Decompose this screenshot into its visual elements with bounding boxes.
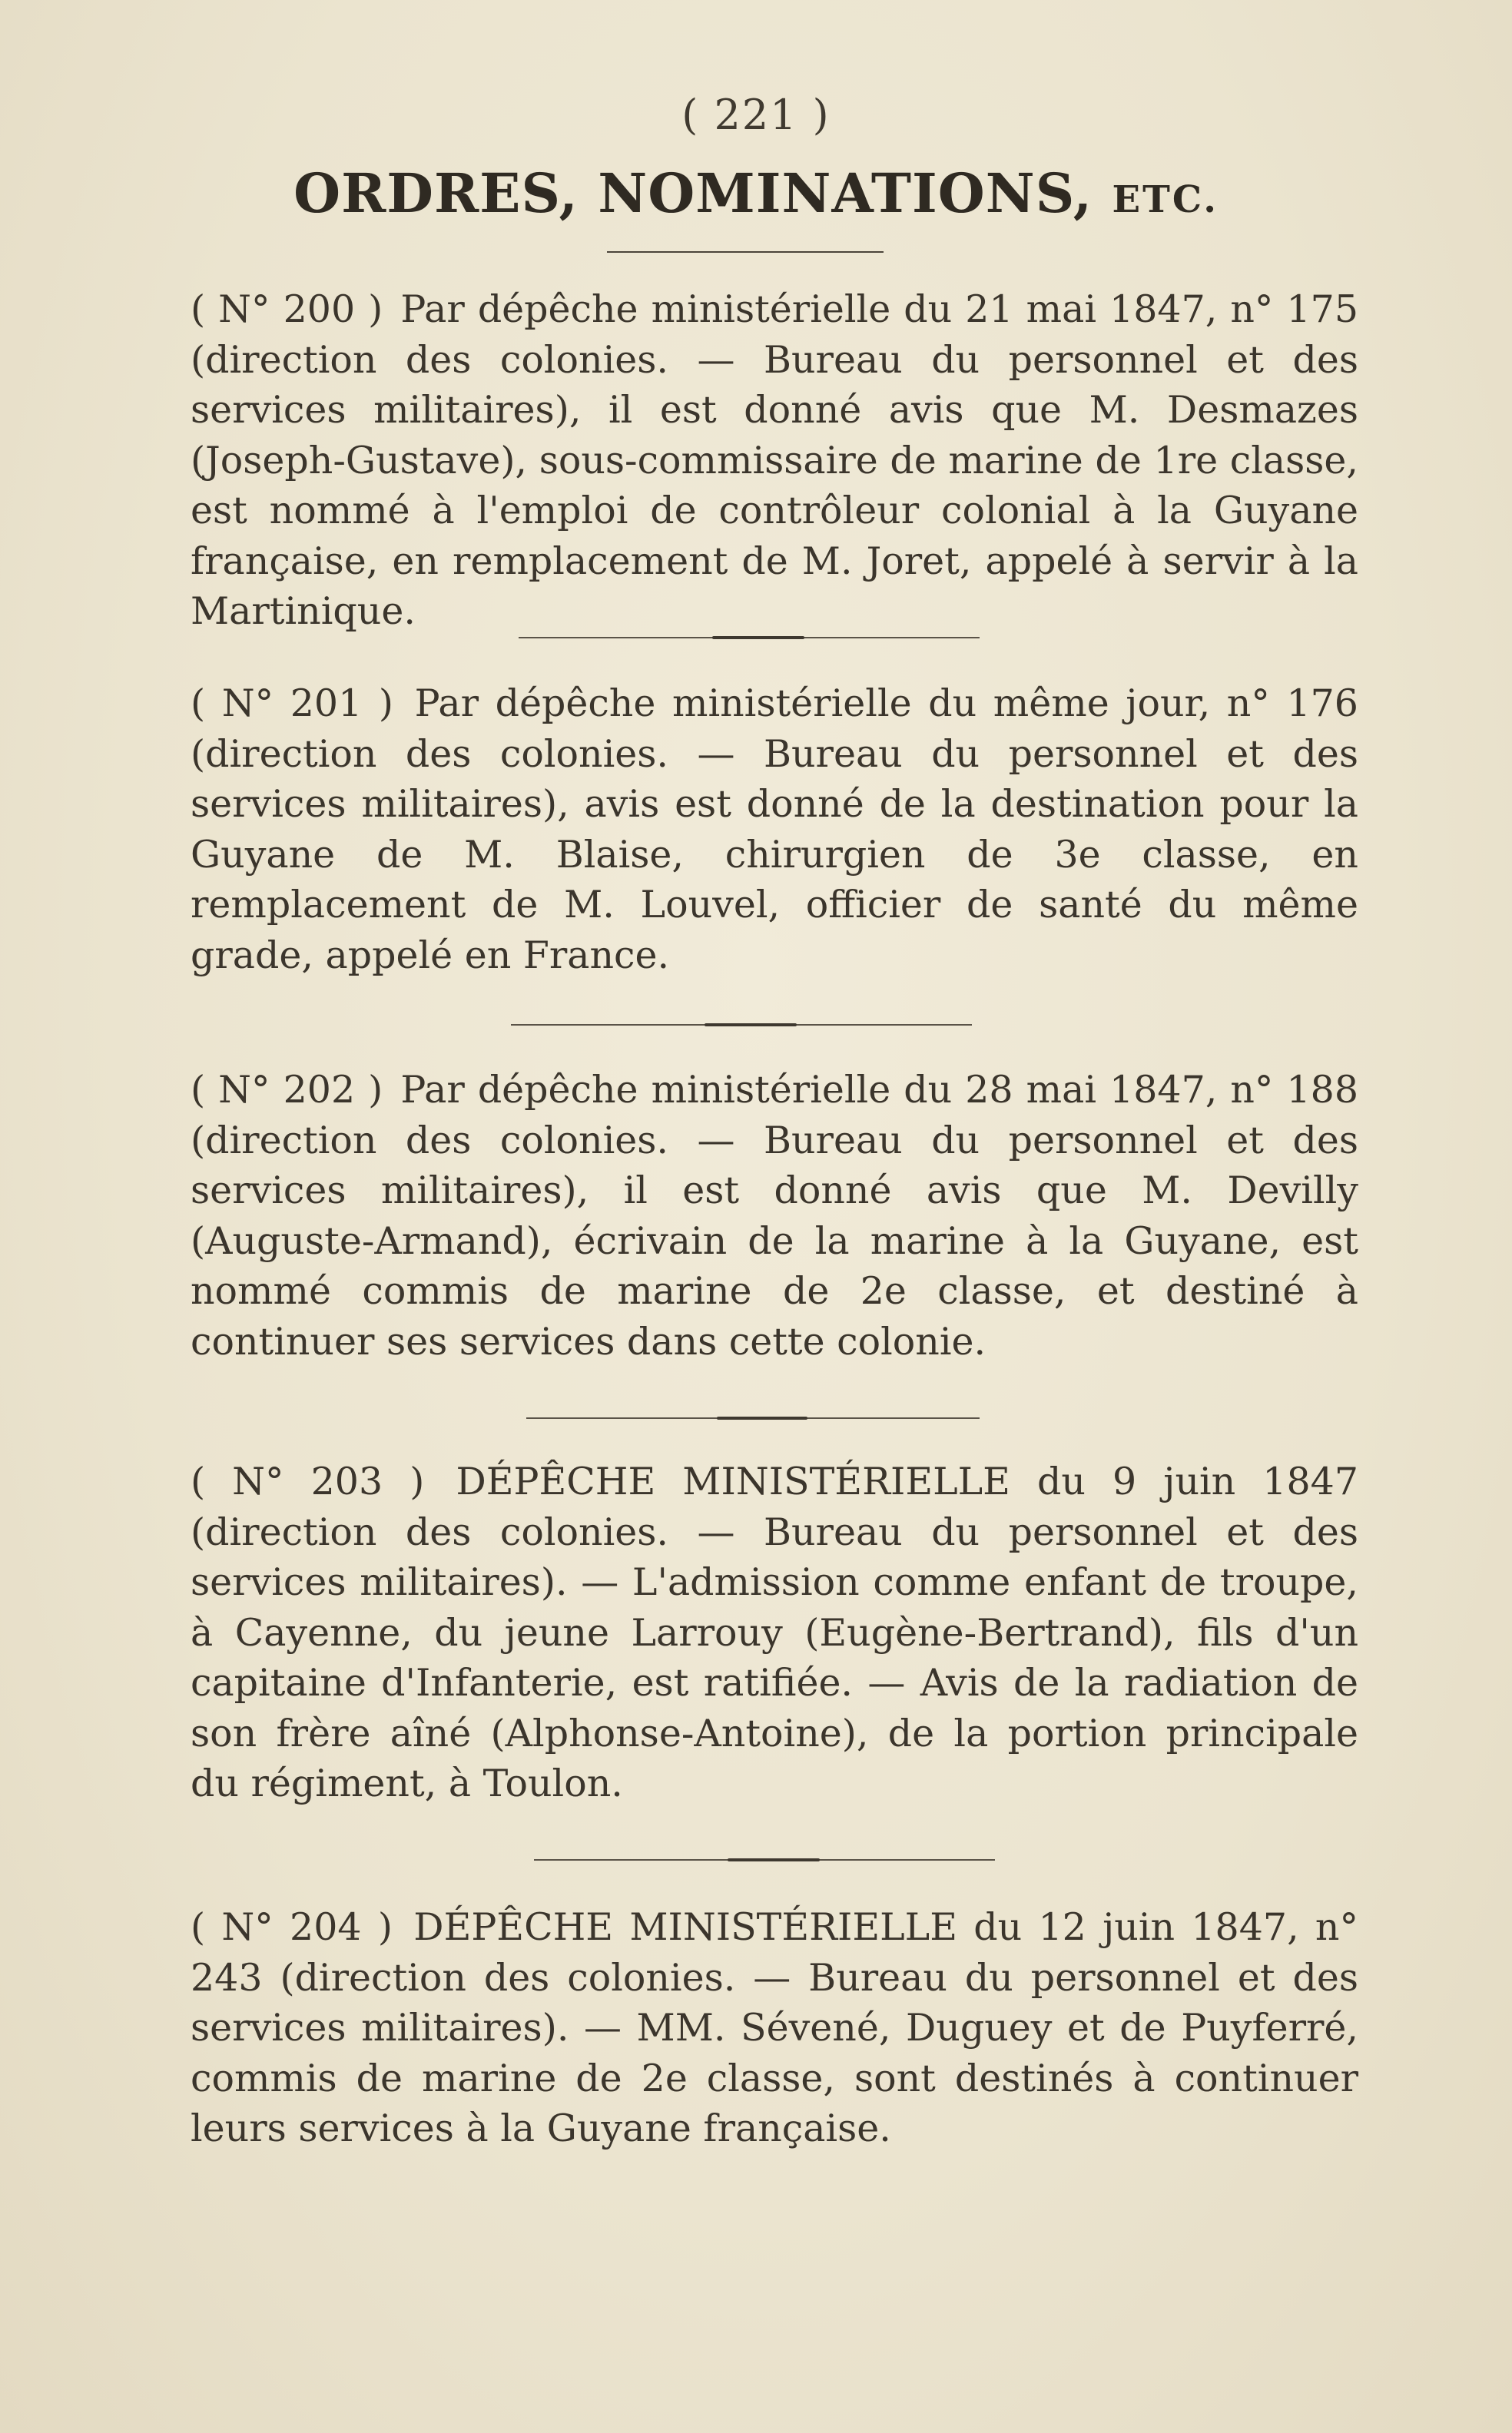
heading-etc: ETC. xyxy=(1112,178,1219,221)
separator-rule xyxy=(534,1859,995,1861)
entry-text: DÉPÊCHE MINISTÉRIELLE du 12 juin 1847, n° 243 (direction des colonies. — Bureau du personnel et des services militaires). — MM. Sévené, Duguey et de Puyferré, commis de marine de 2e classe, sont destinés à continuer leurs services à la Guyane française. xyxy=(191,1905,1358,2150)
page-number: ( 221 ) xyxy=(681,91,831,139)
entry-text: Par dépêche ministérielle du 21 mai 1847, n° 175 (direction des colonies. — Bureau du personnel et des services militaires), il est donné avis que M. Desmazes (Joseph-Gustave), sous-commissaire de marine de 1re classe, est nommé à l'emploi de contrôleur colonial à la Guyane française, en remplacement de M. Joret, appelé à servir à la Martinique. xyxy=(191,287,1359,633)
page-heading xyxy=(0,161,1512,225)
heading-main: ORDRES, NOMINATIONS, xyxy=(293,161,1093,225)
entry-202 xyxy=(191,1065,1358,1367)
separator-rule xyxy=(526,1417,980,1419)
entry-number: ( N° 201 ) xyxy=(191,681,393,725)
entry-200 xyxy=(191,284,1358,637)
entry-203 xyxy=(191,1457,1358,1809)
entry-201 xyxy=(191,678,1358,980)
entry-number: ( N° 200 ) xyxy=(191,287,383,331)
separator-rule xyxy=(519,637,980,638)
entry-number: ( N° 202 ) xyxy=(191,1068,383,1112)
entry-text: Par dépêche ministérielle du 28 mai 1847, n° 188 (direction des colonies. — Bureau du personnel et des services militaires), il est donné avis que M. Devilly (Auguste-Armand), écrivain de la marine à la Guyane, est nommé commis de marine de 2e classe, et destiné à continuer ses services dans cette colonie. xyxy=(191,1068,1359,1364)
entry-number: ( N° 204 ) xyxy=(191,1905,393,1949)
title-rule xyxy=(607,251,884,253)
entry-number: ( N° 203 ) xyxy=(191,1460,425,1503)
entry-204 xyxy=(191,1902,1358,2154)
entry-text: DÉPÊCHE MINISTÉRIELLE du 9 juin 1847 (direction des colonies. — Bureau du personnel et des services militaires). — L'admission comme enfant de troupe, à Cayenne, du jeune Larrouy (Eugène-Bertrand), fils d'un capitaine d'Infanterie, est ratifiée. — Avis de la radiation de son frère aîné (Alphonse-Antoine), de la portion principale du régiment, à Toulon. xyxy=(191,1460,1359,1805)
entry-text: Par dépêche ministérielle du même jour, n° 176 (direction des colonies. — Bureau du personnel et des services militaires), avis est donné de la destination pour la Guyane de M. Blaise, chirurgien de 3e classe, en remplacement de M. Louvel, officier de santé du même grade, appelé en France. xyxy=(191,681,1358,977)
separator-rule xyxy=(511,1024,972,1026)
